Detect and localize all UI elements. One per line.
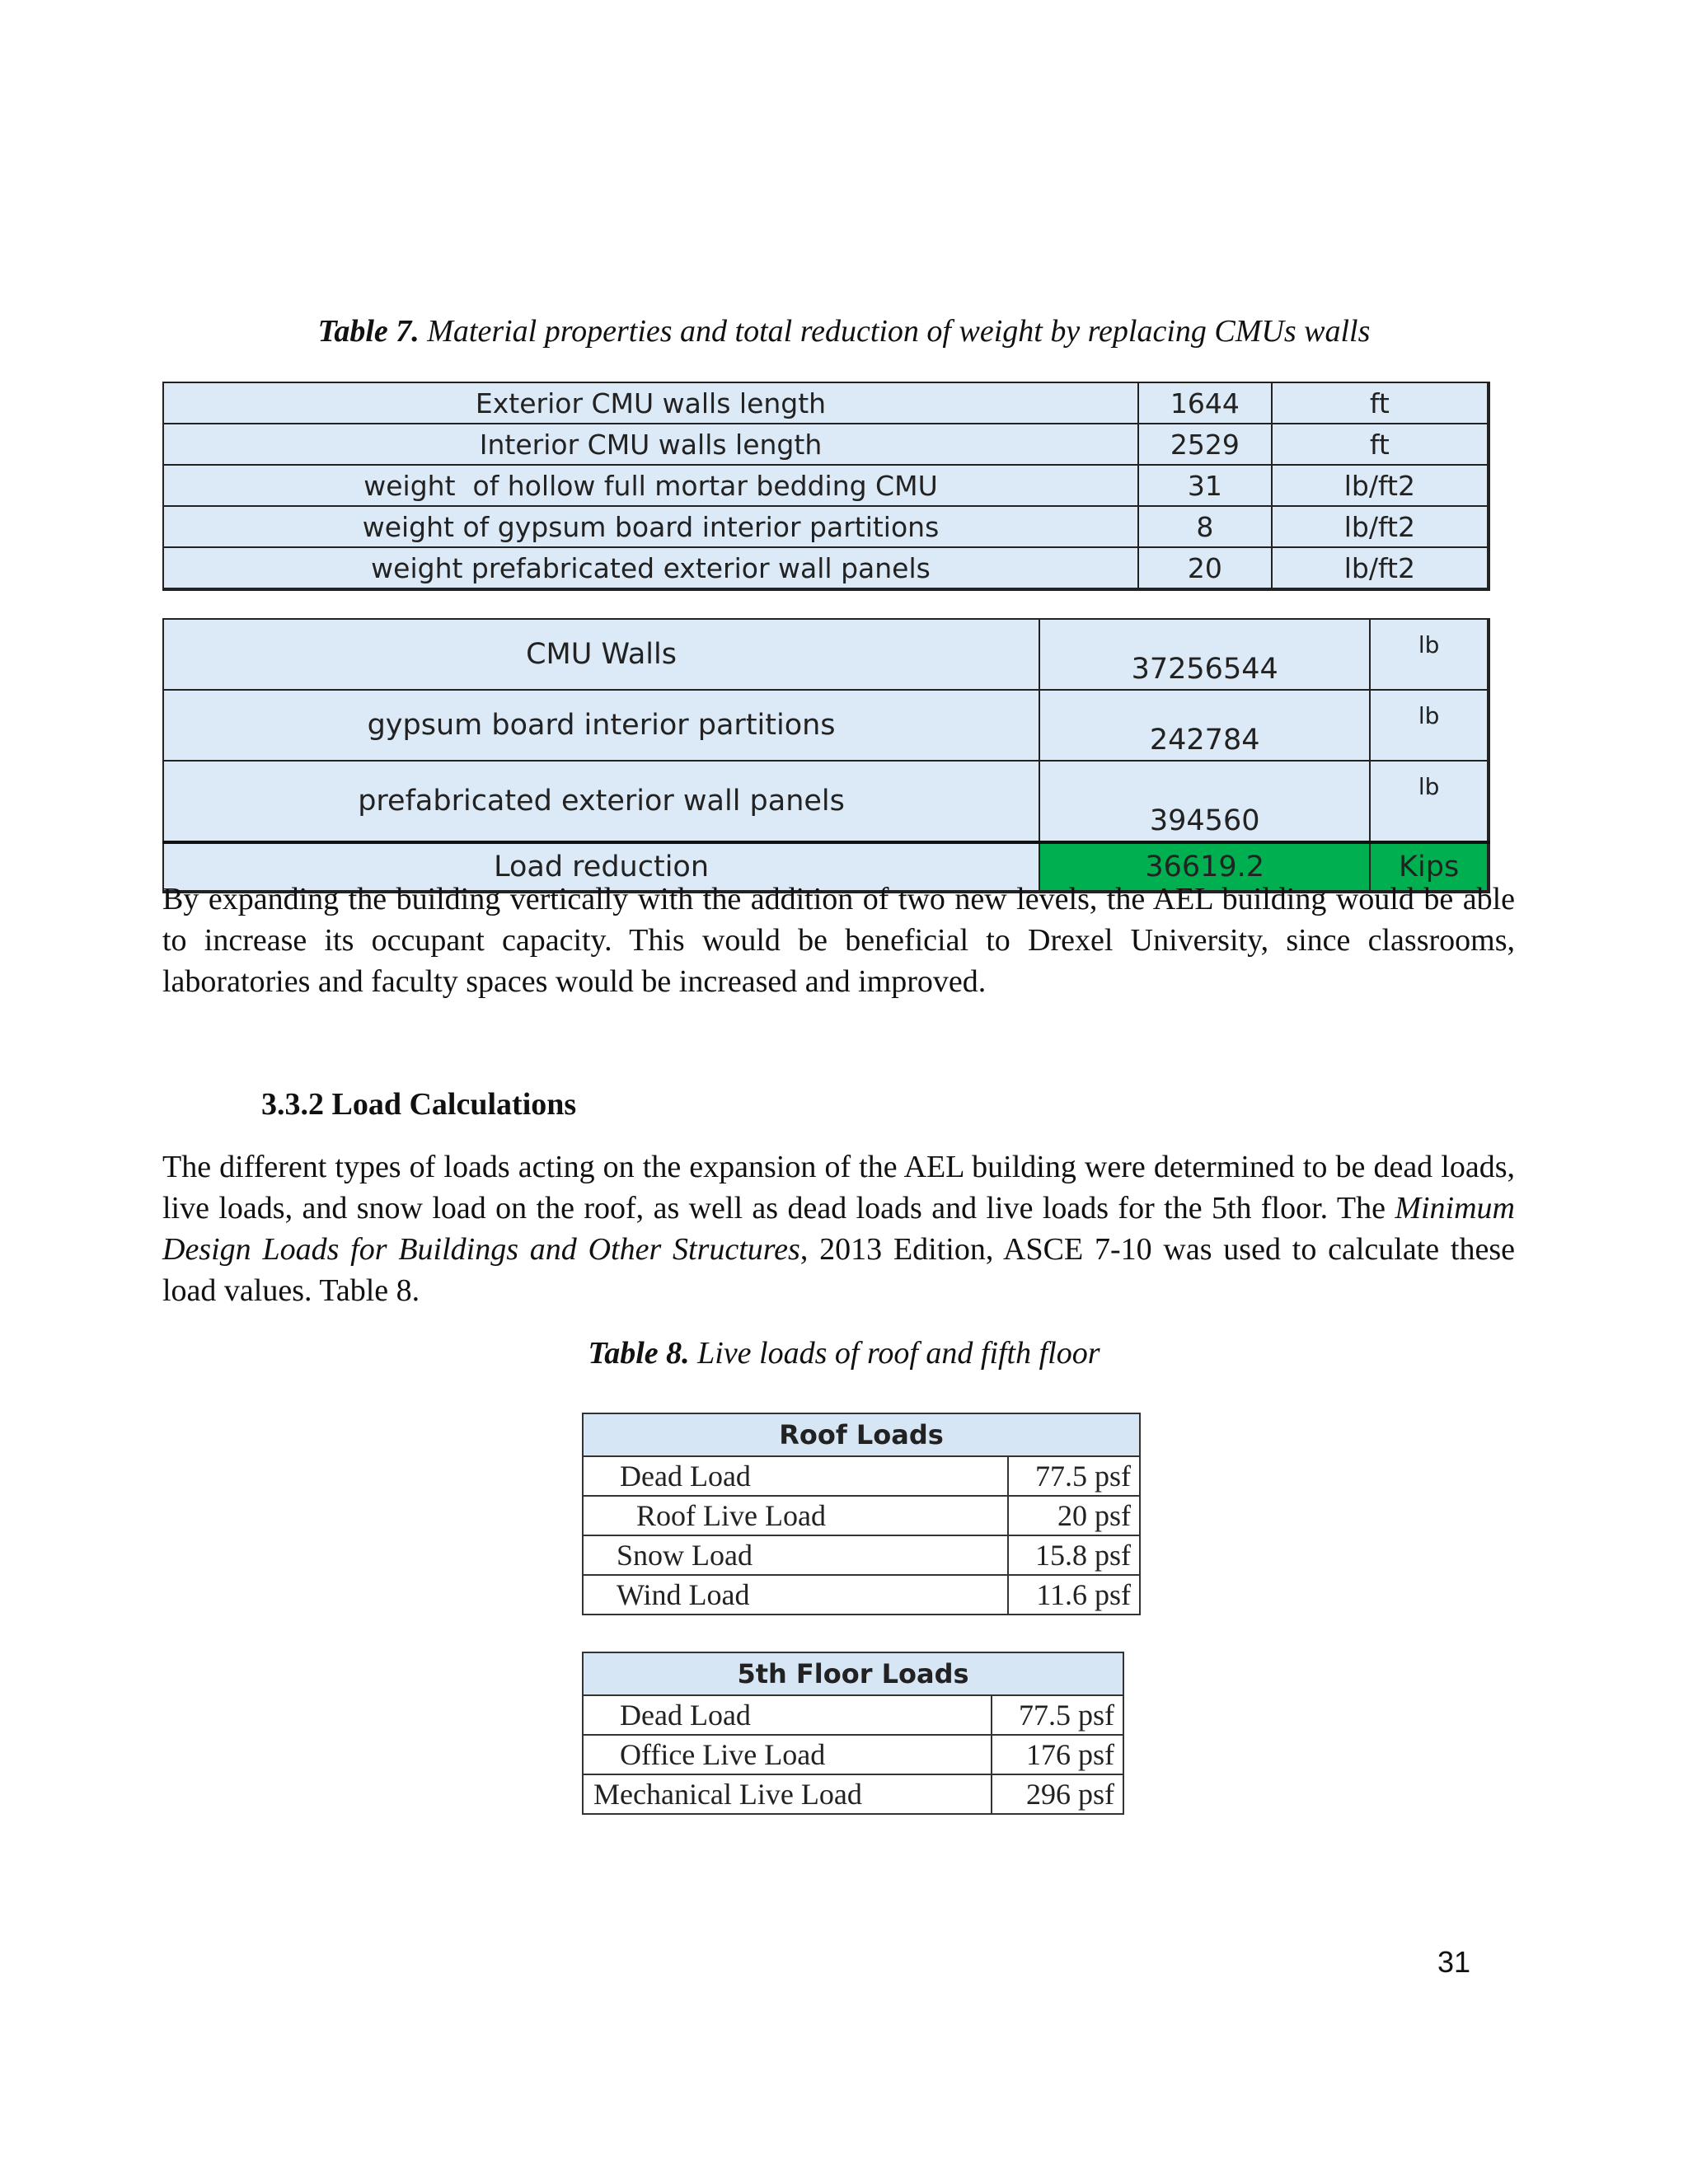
body-paragraph-2 xyxy=(162,1146,1515,1311)
roof-loads-table xyxy=(582,1413,1141,1615)
table7-caption-text: Material properties and total reduction of weight by replacing CMUs walls xyxy=(419,314,1371,349)
table-row xyxy=(583,1535,1140,1575)
body-paragraph-1: By expanding the building vertically with the addition of two new levels, the AEL building would be able to increase its occupant capacity. This would be beneficial to Drexel University, since classrooms, laboratories and faculty spaces would be increased and improved. xyxy=(162,882,1515,999)
load-name: Dead Load xyxy=(583,1456,1008,1496)
table8-caption xyxy=(0,1335,1688,1371)
total-unit: lb xyxy=(1370,619,1489,690)
load-value: 20 psf xyxy=(1008,1496,1140,1535)
total-name: gypsum board interior partitions xyxy=(163,690,1039,761)
table7-caption-label: Table 7. xyxy=(317,314,420,349)
load-value: 176 psf xyxy=(992,1735,1123,1774)
table-row xyxy=(583,1496,1140,1535)
total-unit: lb xyxy=(1370,690,1489,761)
table-row xyxy=(583,1456,1140,1496)
fifth-floor-loads-title: 5th Floor Loads xyxy=(583,1652,1123,1695)
table-row xyxy=(163,465,1489,506)
total-value: 37256544 xyxy=(1039,619,1370,690)
property-unit: lb/ft2 xyxy=(1272,506,1489,547)
property-name: Interior CMU walls length xyxy=(163,424,1138,465)
table7-caption xyxy=(0,313,1688,349)
property-unit: lb/ft2 xyxy=(1272,465,1489,506)
property-value: 8 xyxy=(1138,506,1272,547)
table-row xyxy=(583,1774,1123,1814)
property-name: weight of hollow full mortar bedding CMU xyxy=(163,465,1138,506)
property-value: 1644 xyxy=(1138,382,1272,424)
table-row xyxy=(583,1695,1123,1735)
paragraph2-text-1: The different types of loads acting on the expansion of the AEL building were determined to be dead loads, live loads, and snow load on the roof, as well as dead loads and live loads for the 5th floor. The xyxy=(162,1150,1515,1226)
load-value: 77.5 psf xyxy=(1008,1456,1140,1496)
table8-caption-text: Live loads of roof and fifth floor xyxy=(689,1336,1100,1371)
load-value: 77.5 psf xyxy=(992,1695,1123,1735)
weight-totals-table xyxy=(162,618,1490,893)
table-row xyxy=(163,619,1489,690)
table-row xyxy=(163,547,1489,589)
paragraph2-text-2: , 2013 Edition, ASCE 7-10 was used to calculate these load values. Table 8. xyxy=(162,1232,1515,1308)
total-value: 242784 xyxy=(1039,690,1370,761)
page-number: 31 xyxy=(1437,1945,1471,1979)
load-value: 11.6 psf xyxy=(1008,1575,1140,1615)
load-reduction-unit: Kips xyxy=(1370,842,1489,892)
load-name: Mechanical Live Load xyxy=(583,1774,992,1814)
property-name: weight prefabricated exterior wall panels xyxy=(163,547,1138,589)
table-row xyxy=(163,382,1489,424)
property-unit: ft xyxy=(1272,424,1489,465)
material-properties-table xyxy=(162,382,1490,591)
table8-caption-label: Table 8. xyxy=(588,1336,690,1371)
property-unit: ft xyxy=(1272,382,1489,424)
table-row xyxy=(163,424,1489,465)
roof-loads-title: Roof Loads xyxy=(583,1413,1140,1456)
property-unit: lb/ft2 xyxy=(1272,547,1489,589)
total-name: CMU Walls xyxy=(163,619,1039,690)
property-name: weight of gypsum board interior partitions xyxy=(163,506,1138,547)
property-value: 31 xyxy=(1138,465,1272,506)
load-reduction-label: Load reduction xyxy=(163,842,1039,892)
property-value: 2529 xyxy=(1138,424,1272,465)
load-name: Snow Load xyxy=(583,1535,1008,1575)
property-value: 20 xyxy=(1138,547,1272,589)
table-header-row xyxy=(583,1652,1123,1695)
table-row xyxy=(163,761,1489,842)
fifth-floor-loads-table xyxy=(582,1652,1124,1815)
table-row xyxy=(583,1735,1123,1774)
section-heading: 3.3.2 Load Calculations xyxy=(261,1087,577,1122)
load-reduction-value: 36619.2 xyxy=(1039,842,1370,892)
table-header-row xyxy=(583,1413,1140,1456)
paragraph2-reference-title: Minimum Design Loads for Buildings and Other Structures xyxy=(162,1191,1515,1267)
load-value: 296 psf xyxy=(992,1774,1123,1814)
table-row xyxy=(583,1575,1140,1615)
load-name: Dead Load xyxy=(583,1695,992,1735)
load-value: 15.8 psf xyxy=(1008,1535,1140,1575)
table-row xyxy=(163,506,1489,547)
total-unit: lb xyxy=(1370,761,1489,842)
load-name: Wind Load xyxy=(583,1575,1008,1615)
total-name: prefabricated exterior wall panels xyxy=(163,761,1039,842)
load-name: Office Live Load xyxy=(583,1735,992,1774)
property-name: Exterior CMU walls length xyxy=(163,382,1138,424)
total-value: 394560 xyxy=(1039,761,1370,842)
table-row xyxy=(163,690,1489,761)
load-name: Roof Live Load xyxy=(583,1496,1008,1535)
